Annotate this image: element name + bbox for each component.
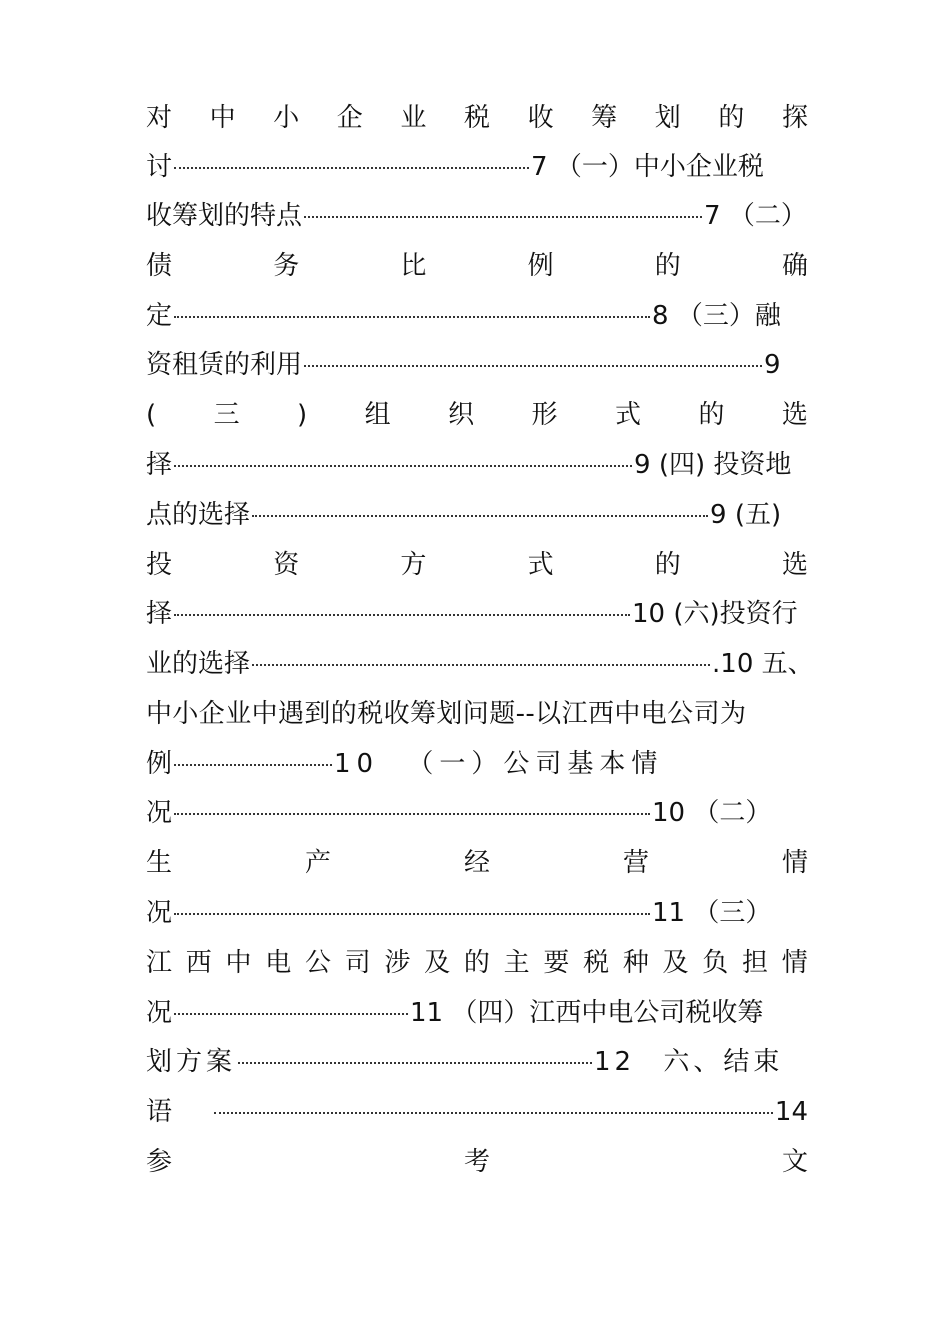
toc-char: 税 bbox=[583, 948, 610, 978]
toc-line-justified bbox=[146, 943, 808, 983]
toc-char: 情 bbox=[781, 948, 808, 978]
toc-entry-text: 择 bbox=[146, 599, 173, 629]
toc-char: 种 bbox=[622, 948, 649, 978]
toc-char: 司 bbox=[344, 948, 371, 978]
toc-char: 主 bbox=[503, 948, 530, 978]
toc-char: 企 bbox=[336, 103, 363, 133]
toc-entry-text: 况 bbox=[146, 798, 173, 828]
toc-line-1 bbox=[146, 98, 808, 138]
toc-page-number: 9 bbox=[764, 350, 781, 380]
toc-char: 及 bbox=[662, 948, 689, 978]
toc-entry-link[interactable] bbox=[146, 594, 808, 634]
toc-char: 中 bbox=[225, 948, 252, 978]
toc-char: 比 bbox=[400, 251, 427, 281]
toc-entry-link[interactable] bbox=[146, 495, 808, 535]
dot-leader bbox=[174, 167, 529, 169]
dot-leader bbox=[174, 1013, 408, 1015]
toc-char: 投 bbox=[146, 550, 173, 580]
toc-page-and-next: 7 （二） bbox=[704, 201, 807, 231]
toc-char: 担 bbox=[742, 948, 769, 978]
dot-leader bbox=[174, 316, 650, 318]
toc-page-and-next: 9 (四) 投资地 bbox=[634, 450, 792, 480]
toc-page-and-next: 12 六、结束 bbox=[594, 1047, 784, 1077]
toc-char: 例 bbox=[527, 251, 554, 281]
toc-entry-link[interactable] bbox=[146, 1042, 808, 1082]
toc-char: 选 bbox=[781, 550, 808, 580]
dot-leader bbox=[174, 913, 650, 915]
toc-char: 业 bbox=[400, 103, 427, 133]
toc-char: 织 bbox=[448, 400, 475, 430]
toc-entry-link[interactable] bbox=[146, 644, 814, 684]
toc-page-and-next: 10 （一）公司基本情 bbox=[334, 749, 664, 779]
toc-entry-text: 收筹划的特点 bbox=[146, 201, 303, 231]
toc-entry-text: 点的选择 bbox=[146, 500, 251, 530]
toc-entry-link[interactable] bbox=[146, 793, 808, 833]
toc-char: 确 bbox=[781, 251, 808, 281]
toc-entry-text: 择 bbox=[146, 450, 173, 480]
toc-char: 中 bbox=[209, 103, 236, 133]
toc-char: 筹 bbox=[591, 103, 618, 133]
toc-page-and-next: 10 (六)投资行 bbox=[632, 599, 798, 629]
toc-char: 的 bbox=[654, 251, 681, 281]
toc-page-and-next: 7 （一）中小企业税 bbox=[531, 152, 764, 182]
toc-char: 债 bbox=[146, 251, 173, 281]
toc-page-and-next: 9 (五) bbox=[710, 500, 782, 530]
toc-char: ( bbox=[146, 400, 157, 430]
toc-char: 的 bbox=[718, 103, 745, 133]
toc-char: 小 bbox=[273, 103, 300, 133]
toc-char: 三 bbox=[213, 400, 240, 430]
toc-entry-text: 语 bbox=[146, 1097, 173, 1127]
toc-char: 选 bbox=[781, 400, 808, 430]
toc-char: 务 bbox=[273, 251, 300, 281]
toc-page-and-next: 10 （二） bbox=[652, 798, 772, 828]
toc-entry-text: 定 bbox=[146, 301, 173, 331]
toc-page-number: 14 bbox=[774, 1097, 808, 1127]
dot-leader bbox=[304, 365, 762, 367]
toc-char: 电 bbox=[265, 948, 292, 978]
toc-entry-text: 资租赁的利用 bbox=[146, 350, 303, 380]
toc-entry-text: 例 bbox=[146, 749, 173, 779]
toc-entry-text: 况 bbox=[146, 998, 173, 1028]
toc-char: 资 bbox=[273, 550, 300, 580]
toc-char: 及 bbox=[424, 948, 451, 978]
dot-leader bbox=[252, 664, 710, 666]
toc-entry-link[interactable] bbox=[146, 893, 808, 933]
dot-leader bbox=[174, 813, 650, 815]
dot-leader bbox=[238, 1062, 592, 1064]
toc-page-and-next: 11 （四）江西中电公司税收筹 bbox=[410, 998, 764, 1028]
toc-entry-link[interactable] bbox=[146, 993, 808, 1033]
toc-entry-text: 业的选择 bbox=[146, 649, 251, 679]
toc-char: 方 bbox=[400, 550, 427, 580]
toc-line-justified bbox=[146, 843, 808, 883]
toc-char: 组 bbox=[364, 400, 391, 430]
toc-char: 式 bbox=[615, 400, 642, 430]
toc-entry-link[interactable] bbox=[146, 445, 808, 485]
toc-char: 式 bbox=[527, 550, 554, 580]
toc-char: 税 bbox=[463, 103, 490, 133]
toc-entry-link[interactable] bbox=[146, 196, 808, 236]
toc-line-text: 中小企业中遇到的税收筹划问题--以江西中电公司为 bbox=[146, 699, 747, 729]
toc-entry-link[interactable] bbox=[146, 744, 808, 784]
toc-page-and-next: 11 （三） bbox=[652, 898, 772, 928]
toc-entry-link[interactable] bbox=[146, 345, 808, 385]
toc-page-and-next: .10 五、 bbox=[712, 649, 814, 679]
toc-char: 考 bbox=[463, 1147, 490, 1177]
dot-leader bbox=[174, 614, 630, 616]
toc-entry-text: 划方案 bbox=[146, 1047, 237, 1077]
toc-char: 江 bbox=[146, 948, 173, 978]
toc-char: 参 bbox=[146, 1147, 173, 1177]
toc-char: 情 bbox=[781, 848, 808, 878]
toc-line-justified bbox=[146, 1142, 808, 1182]
toc-entry-link[interactable] bbox=[146, 1092, 808, 1132]
toc-line-justified bbox=[146, 395, 808, 435]
toc-line-justified bbox=[146, 246, 808, 286]
toc-char: 公 bbox=[304, 948, 331, 978]
toc-char: 产 bbox=[304, 848, 331, 878]
toc-char: 形 bbox=[531, 400, 558, 430]
toc-char: 负 bbox=[702, 948, 729, 978]
toc-char: 要 bbox=[543, 948, 570, 978]
toc-char: 的 bbox=[654, 550, 681, 580]
toc-char: 划 bbox=[654, 103, 681, 133]
toc-char: 探 bbox=[781, 103, 808, 133]
dot-leader bbox=[214, 1112, 773, 1114]
toc-char: 的 bbox=[463, 948, 490, 978]
dot-leader bbox=[304, 216, 702, 218]
toc-char: 的 bbox=[698, 400, 725, 430]
toc-entry-link[interactable] bbox=[146, 147, 808, 187]
toc-char: 对 bbox=[146, 103, 173, 133]
toc-entry-text: 况 bbox=[146, 898, 173, 928]
toc-char: 经 bbox=[463, 848, 490, 878]
dot-leader bbox=[252, 515, 708, 517]
dot-leader bbox=[174, 465, 632, 467]
dot-leader bbox=[174, 764, 332, 766]
toc-char: 西 bbox=[185, 948, 212, 978]
toc-char: 收 bbox=[527, 103, 554, 133]
toc-char: ) bbox=[297, 400, 308, 430]
toc-page-and-next: 8 （三）融 bbox=[652, 301, 781, 331]
toc-char: 生 bbox=[146, 848, 173, 878]
toc-line-justified bbox=[146, 545, 808, 585]
toc-char: 涉 bbox=[384, 948, 411, 978]
toc-char: 文 bbox=[781, 1147, 808, 1177]
toc-char: 营 bbox=[622, 848, 649, 878]
toc-entry-link[interactable] bbox=[146, 296, 808, 336]
toc-entry-text: 讨 bbox=[146, 152, 173, 182]
